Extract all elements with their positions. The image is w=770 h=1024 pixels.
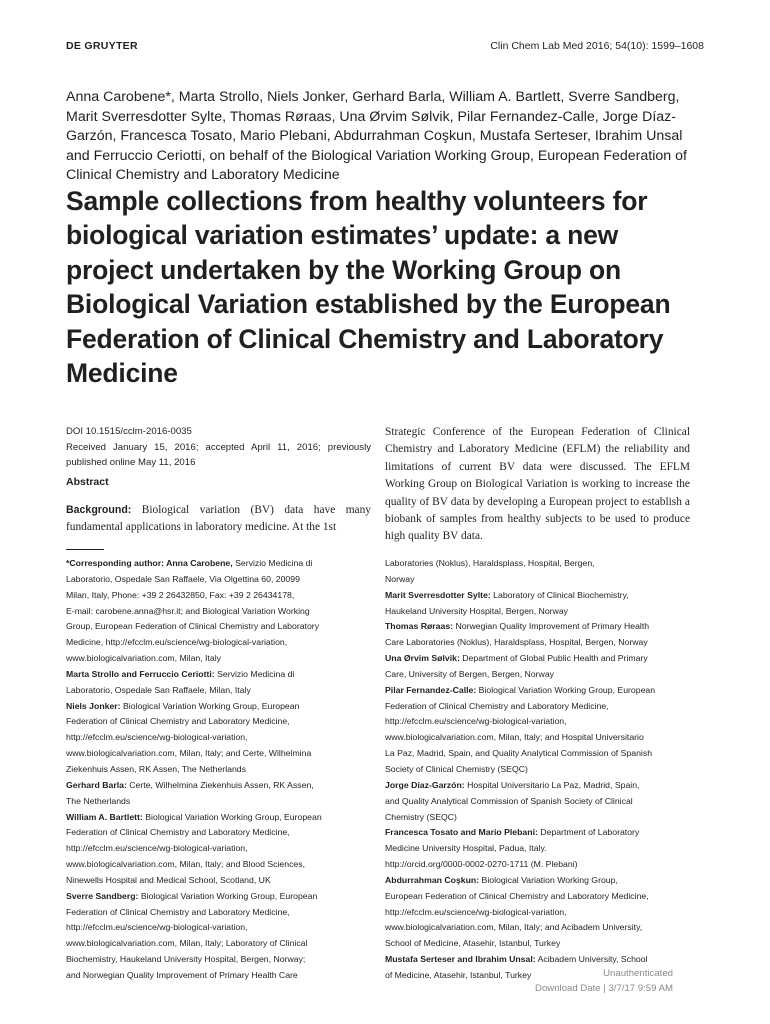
footnote-author: Thomas Røraas: xyxy=(385,621,454,632)
footnote-author: Jorge Díaz-Garzón: xyxy=(385,779,465,790)
auth-status: Unauthenticated xyxy=(603,968,673,979)
footnote-text: The Netherlands xyxy=(66,795,131,806)
footnote-text: Society of Clinical Chemistry (SEQC) xyxy=(385,763,528,774)
footnote-author: Francesca Tosato and Mario Plebani: xyxy=(385,827,538,838)
footnote-text: Biological Variation Working Group, European xyxy=(120,700,300,711)
footnote-line xyxy=(66,699,371,715)
footnote-line xyxy=(66,873,371,889)
footnote-text: Ninewells Hospital and Medical School, Scotland, UK xyxy=(66,874,271,885)
footnote-text: Care Laboratories (Noklus), Haraldsplass, Hospital, Bergen, Norway xyxy=(385,637,648,648)
footnote-text: Laboratorio, Ospedale San Raffaele, Milan, Italy xyxy=(66,684,251,695)
footnote-line xyxy=(66,604,371,620)
footnote-text: Federation of Clinical Chemistry and Laboratory Medicine, xyxy=(66,716,290,727)
footnote-author: *Corresponding author: Anna Carobene, xyxy=(66,558,233,568)
footnote-text: www.biologicalvariation.com, Milan, Italy; and Acibadem University, xyxy=(385,922,643,933)
footnote-text: Biological Variation Working Group, xyxy=(479,874,618,885)
footnote-line xyxy=(385,588,690,604)
footnote-text: Care, University of Bergen, Bergen, Norway xyxy=(385,668,554,679)
footnote-line xyxy=(385,572,690,588)
footnote-line xyxy=(385,810,690,826)
footnote-line xyxy=(385,873,690,889)
footnote-line xyxy=(385,857,690,873)
footnote-author: Niels Jonker: xyxy=(66,700,121,711)
page-header xyxy=(66,40,704,56)
footnote-line xyxy=(66,572,371,588)
footnote-text: Federation of Clinical Chemistry and Laboratory Medicine, xyxy=(385,700,609,711)
footnote-text: http://efcclm.eu/science/wg-biological-variation, xyxy=(66,732,248,743)
abstract-background xyxy=(66,502,371,537)
article-meta xyxy=(66,424,371,471)
footnote-text: Group, European Federation of Clinical Chemistry and Laboratory xyxy=(66,621,320,632)
footnote-line xyxy=(66,905,371,921)
footnote-line xyxy=(66,857,371,873)
footnote-text: http://orcid.org/0000-0002-0270-1711 (M. Plebani) xyxy=(385,859,578,870)
footnote-text: www.biologicalvariation.com, Milan, Italy; Laboratory of Clinical xyxy=(66,938,308,949)
footnote-text: http://efcclm.eu/science/wg-biological-variation, xyxy=(66,843,248,854)
abstract-heading: Abstract xyxy=(66,476,109,488)
footnote-text: http://efcclm.eu/science/wg-biological-variation, xyxy=(66,922,248,933)
footnote-text: Biological Variation Working Group, European xyxy=(476,684,656,695)
footnote-line xyxy=(66,619,371,635)
download-notice xyxy=(535,967,673,996)
footnote-line xyxy=(66,825,371,841)
footnote-line xyxy=(66,746,371,762)
doi: DOI 10.1515/cclm-2016-0035 xyxy=(66,426,192,437)
footnote-text: http://efcclm.eu/science/wg-biological-variation, xyxy=(385,906,567,917)
footnote-line xyxy=(385,825,690,841)
footnotes-left xyxy=(66,556,371,984)
footnote-line xyxy=(66,841,371,857)
footnote-text: Biochemistry, Haukeland University Hospital, Bergen, Norway; xyxy=(66,954,306,965)
publisher-name: DE GRUYTER xyxy=(66,40,138,52)
footnote-line xyxy=(66,714,371,730)
footnote-line xyxy=(66,762,371,778)
footnote-line xyxy=(66,651,371,667)
footnote-text: www.biologicalvariation.com, Milan, Italy; and Blood Sciences, xyxy=(66,859,306,870)
footnote-line xyxy=(385,699,690,715)
footnote-line xyxy=(66,730,371,746)
footnote-line xyxy=(385,730,690,746)
footnote-text: www.biologicalvariation.com, Milan, Italy; and Certe, Wilhelmina xyxy=(66,748,312,759)
footnote-text: Federation of Clinical Chemistry and Laboratory Medicine, xyxy=(66,827,290,838)
footnote-text: Norwegian Quality Improvement of Primary Health xyxy=(453,621,650,632)
footnote-text: E-mail: carobene.anna@hsr.it; and Biological Variation Working xyxy=(66,605,310,616)
footnote-line xyxy=(385,667,690,683)
footnote-text: Laboratorio, Ospedale San Raffaele, Via Olgettina 60, 20099 xyxy=(66,573,300,584)
footnote-line xyxy=(385,794,690,810)
footnote-text: of Medicine, Atasehir, Istanbul, Turkey xyxy=(385,969,532,980)
footnote-text: http://efcclm.eu/science/wg-biological-variation, xyxy=(385,716,567,727)
journal-citation: Clin Chem Lab Med 2016; 54(10): 1599–1608 xyxy=(490,40,704,52)
footnote-text: Medicine, http://efcclm.eu/science/wg-biological-variation, xyxy=(66,637,288,648)
footnote-line xyxy=(385,683,690,699)
footnote-divider xyxy=(66,549,104,550)
footnote-text: La Paz, Madrid, Spain, and Quality Analytical Commission of Spanish xyxy=(385,748,653,759)
footnote-text: Certe, Wilhelmina Ziekenhuis Assen, RK Assen, xyxy=(126,779,314,790)
footnote-text: Milan, Italy, Phone: +39 2 26432850, Fax: +39 2 26434178, xyxy=(66,589,295,600)
footnote-author: Abdurrahman Coşkun: xyxy=(385,874,480,885)
footnotes-right xyxy=(385,556,690,984)
footnote-line xyxy=(66,635,371,651)
footnote-author: Sverre Sandberg: xyxy=(66,890,139,901)
footnote-text: Ziekenhuis Assen, RK Assen, The Netherlands xyxy=(66,763,246,774)
footnote-author: William A. Bartlett: xyxy=(66,811,143,822)
footnote-text: Chemistry (SEQC) xyxy=(385,811,457,822)
author-list: Anna Carobene*, Marta Strollo, Niels Jonker, Gerhard Barla, William A. Bartlett, Sverre Sandberg, Marit Sverresdotter Sylte, Thomas Røraas, Una Ørvim Sølvik, Pilar Fernandez-Calle, Jorge Díaz-Garzón, Francesca Tosato, Mario Plebani, Abdurrahman Coşkun, Mustafa Serteser, Ibrahim Unsal and Ferruccio Ceriotti, on behalf of the Biological Variation Working Group, European Federation of Clinical Chemistry and Laboratory Medicine xyxy=(66,89,687,184)
footnote-text: Acibadem University, School xyxy=(535,954,648,965)
footnote-text: Biological Variation Working Group, European xyxy=(142,811,322,822)
footnote-line xyxy=(66,794,371,810)
footnote-line xyxy=(385,556,690,572)
footnote-line xyxy=(66,683,371,699)
footnote-text: Laboratories (Noklus), Haraldsplass, Hospital, Bergen, xyxy=(385,558,595,568)
background-text: Biological variation (BV) data have many fundamental applications in laboratory medicine. At the 1st xyxy=(66,504,371,534)
footnote-line xyxy=(66,968,371,984)
footnote-line xyxy=(385,619,690,635)
footnote-text: Biological Variation Working Group, European xyxy=(138,890,318,901)
footnote-line xyxy=(385,714,690,730)
abstract-continuation: Strategic Conference of the European Federation of Clinical Chemistry and Laboratory Medicine (EFLM) the reliability and limitations of current BV data were discussed. The EFLM Working Group on Biological Variation is working to increase the quality of BV data by developing a European project to establish a biobank of samples from healthy subjects to be used to produce high quality BV data. xyxy=(385,426,690,543)
footnote-text: Medicine University Hospital, Padua, Italy. xyxy=(385,843,547,854)
footnote-author: Marta Strollo and Ferruccio Ceriotti: xyxy=(66,668,215,679)
footnote-line xyxy=(385,746,690,762)
footnote-text: School of Medicine, Atasehir, Istanbul, Turkey xyxy=(385,938,561,949)
footnote-author: Marit Sverresdotter Sylte: xyxy=(385,589,491,600)
footnote-line xyxy=(385,762,690,778)
footnote-line xyxy=(66,778,371,794)
footnote-line xyxy=(66,556,371,572)
footnote-author: Una Ørvim Sølvik: xyxy=(385,653,460,664)
footnote-text: www.biologicalvariation.com, Milan, Italy xyxy=(66,653,221,664)
footnote-line xyxy=(66,588,371,604)
footnote-text: and Quality Analytical Commission of Spanish Society of Clinical xyxy=(385,795,633,806)
footnote-text: Laboratory of Clinical Biochemistry, xyxy=(490,589,629,600)
footnote-line xyxy=(385,841,690,857)
footnote-line xyxy=(385,778,690,794)
footnote-text: Department of Global Public Health and Primary xyxy=(459,653,648,664)
background-label: Background: xyxy=(66,504,132,516)
publication-dates: Received January 15, 2016; accepted April 11, 2016; previously published online May 11, 2016 xyxy=(66,441,371,468)
footnote-text: Norway xyxy=(385,573,415,584)
article-title: Sample collections from healthy volunteers for biological variation estimates’ update: a new project undertaken by the Working Group on Biological Variation established by the European Federation of Clinical Chemistry and Laboratory Medicine xyxy=(66,186,671,389)
footnote-line xyxy=(66,889,371,905)
footnote-line xyxy=(385,604,690,620)
footnote-line xyxy=(66,952,371,968)
footnote-line xyxy=(385,651,690,667)
footnote-author: Mustafa Serteser and Ibrahim Unsal: xyxy=(385,954,536,965)
footnote-text: Servizio Medicina di xyxy=(214,668,295,679)
footnote-text: www.biologicalvariation.com, Milan, Italy; and Hospital Universitario xyxy=(385,732,644,743)
footnote-text: Hospital Universitario La Paz, Madrid, Spain, xyxy=(464,779,640,790)
footnote-line xyxy=(66,667,371,683)
footnote-line xyxy=(66,810,371,826)
footnote-line xyxy=(385,952,690,968)
footnote-line xyxy=(385,635,690,651)
footnote-line xyxy=(385,936,690,952)
footnote-line xyxy=(66,920,371,936)
footnote-text: Servizio Medicina di xyxy=(232,558,313,568)
footnote-line xyxy=(385,920,690,936)
footnote-text: Haukeland University Hospital, Bergen, Norway xyxy=(385,605,569,616)
footnote-text: Department of Laboratory xyxy=(537,827,640,838)
footnote-line xyxy=(385,905,690,921)
footnote-line xyxy=(66,936,371,952)
footnote-author: Gerhard Barla: xyxy=(66,779,127,790)
footnote-text: and Norwegian Quality Improvement of Primary Health Care xyxy=(66,969,298,980)
footnote-text: Federation of Clinical Chemistry and Laboratory Medicine, xyxy=(66,906,290,917)
download-date: Download Date | 3/7/17 9:59 AM xyxy=(535,982,673,994)
footnote-text: European Federation of Clinical Chemistry and Laboratory Medicine, xyxy=(385,890,649,901)
footnote-line xyxy=(385,889,690,905)
footnote-author: Pilar Fernandez-Calle: xyxy=(385,684,477,695)
